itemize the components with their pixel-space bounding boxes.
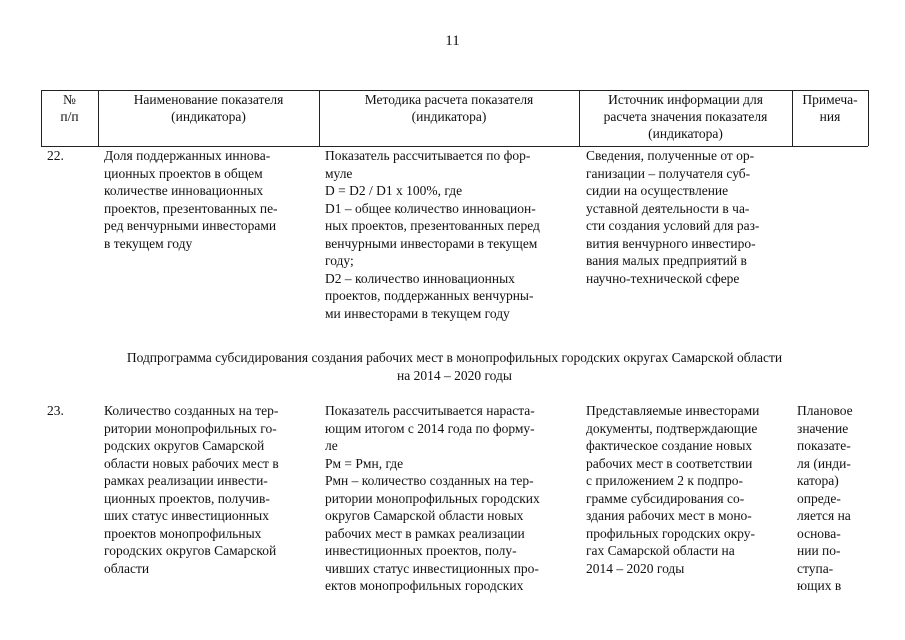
indicator-name-cell: Количество созданных на тер- ритории монопрофильных го- родских округов Самарской области новых рабочих мест в рамках реализации инвести- ционных проектов, получив- ших статус инвестиционных проектов монопрофильных городских округов Самарской области xyxy=(104,403,279,576)
calculation-method-cell: Показатель рассчитывается нараста- ющим итогом с 2014 года по форму- ле Рм = Рмн, где Рмн – количество созданных на тер- ритории монопрофильных городских округов Самарской области новых рабочих мест в рамках реализации инвестиционных проектов, полу- чивших статус инвестиционных про- ектов монопрофильных городских xyxy=(325,403,540,593)
row-number: 23. xyxy=(47,403,64,418)
subprogram-title: Подпрограмма субсидирования создания рабочих мест в монопрофильных городских округах Самарской области на 2014 – 2020 годы xyxy=(126,350,783,383)
header-cell-source: Источник информации для расчета значения показателя (индикатора) xyxy=(603,92,768,141)
header-cell-name: Наименование показателя (индикатора) xyxy=(133,92,284,124)
header-cell-method: Методика расчета показателя (индикатора) xyxy=(364,92,534,124)
header-cell-number: № п/п xyxy=(60,92,79,124)
header-cell-note: Примеча- ния xyxy=(802,92,858,124)
information-source-cell: Представляемые инвесторами документы, подтверждающие фактическое создание новых рабочих мест в соответствии с приложением 2 к подпро- грамме субсидирования со- здания рабочих мест в моно- профильных городских окру- гах Самарской области на 2014 – 2020 годы xyxy=(586,403,760,576)
notes-cell: Плановое значение показате- ля (инди- катора) опреде- ляется на основа- нии по- ступа- ющих в xyxy=(797,403,853,593)
indicator-name-cell: Доля поддержанных иннова- ционных проектов в общем количестве инновационных проектов, презентованных пе- ред венчурными инвесторами в текущем году xyxy=(104,148,278,251)
table-border-right xyxy=(868,90,869,146)
page-number: 11 xyxy=(445,33,460,49)
calculation-method-cell: Показатель рассчитывается по фор- муле D = D2 / D1 x 100%, где D1 – общее количество инновацион- ных проектов, презентованных перед венчурными инвесторами в текущем году; D2 – количество инновационных проектов, поддержанных венчурны- ми инвесторами в текущем году xyxy=(325,148,540,321)
information-source-cell: Сведения, полученные от ор- ганизации – получателя суб- сидии на осуществление уставной деятельности в ча- сти создания условий для раз- вития венчурного инвестиро- вания малых предприятий в научно-технической сфере xyxy=(586,148,760,286)
row-number: 22. xyxy=(47,148,64,163)
